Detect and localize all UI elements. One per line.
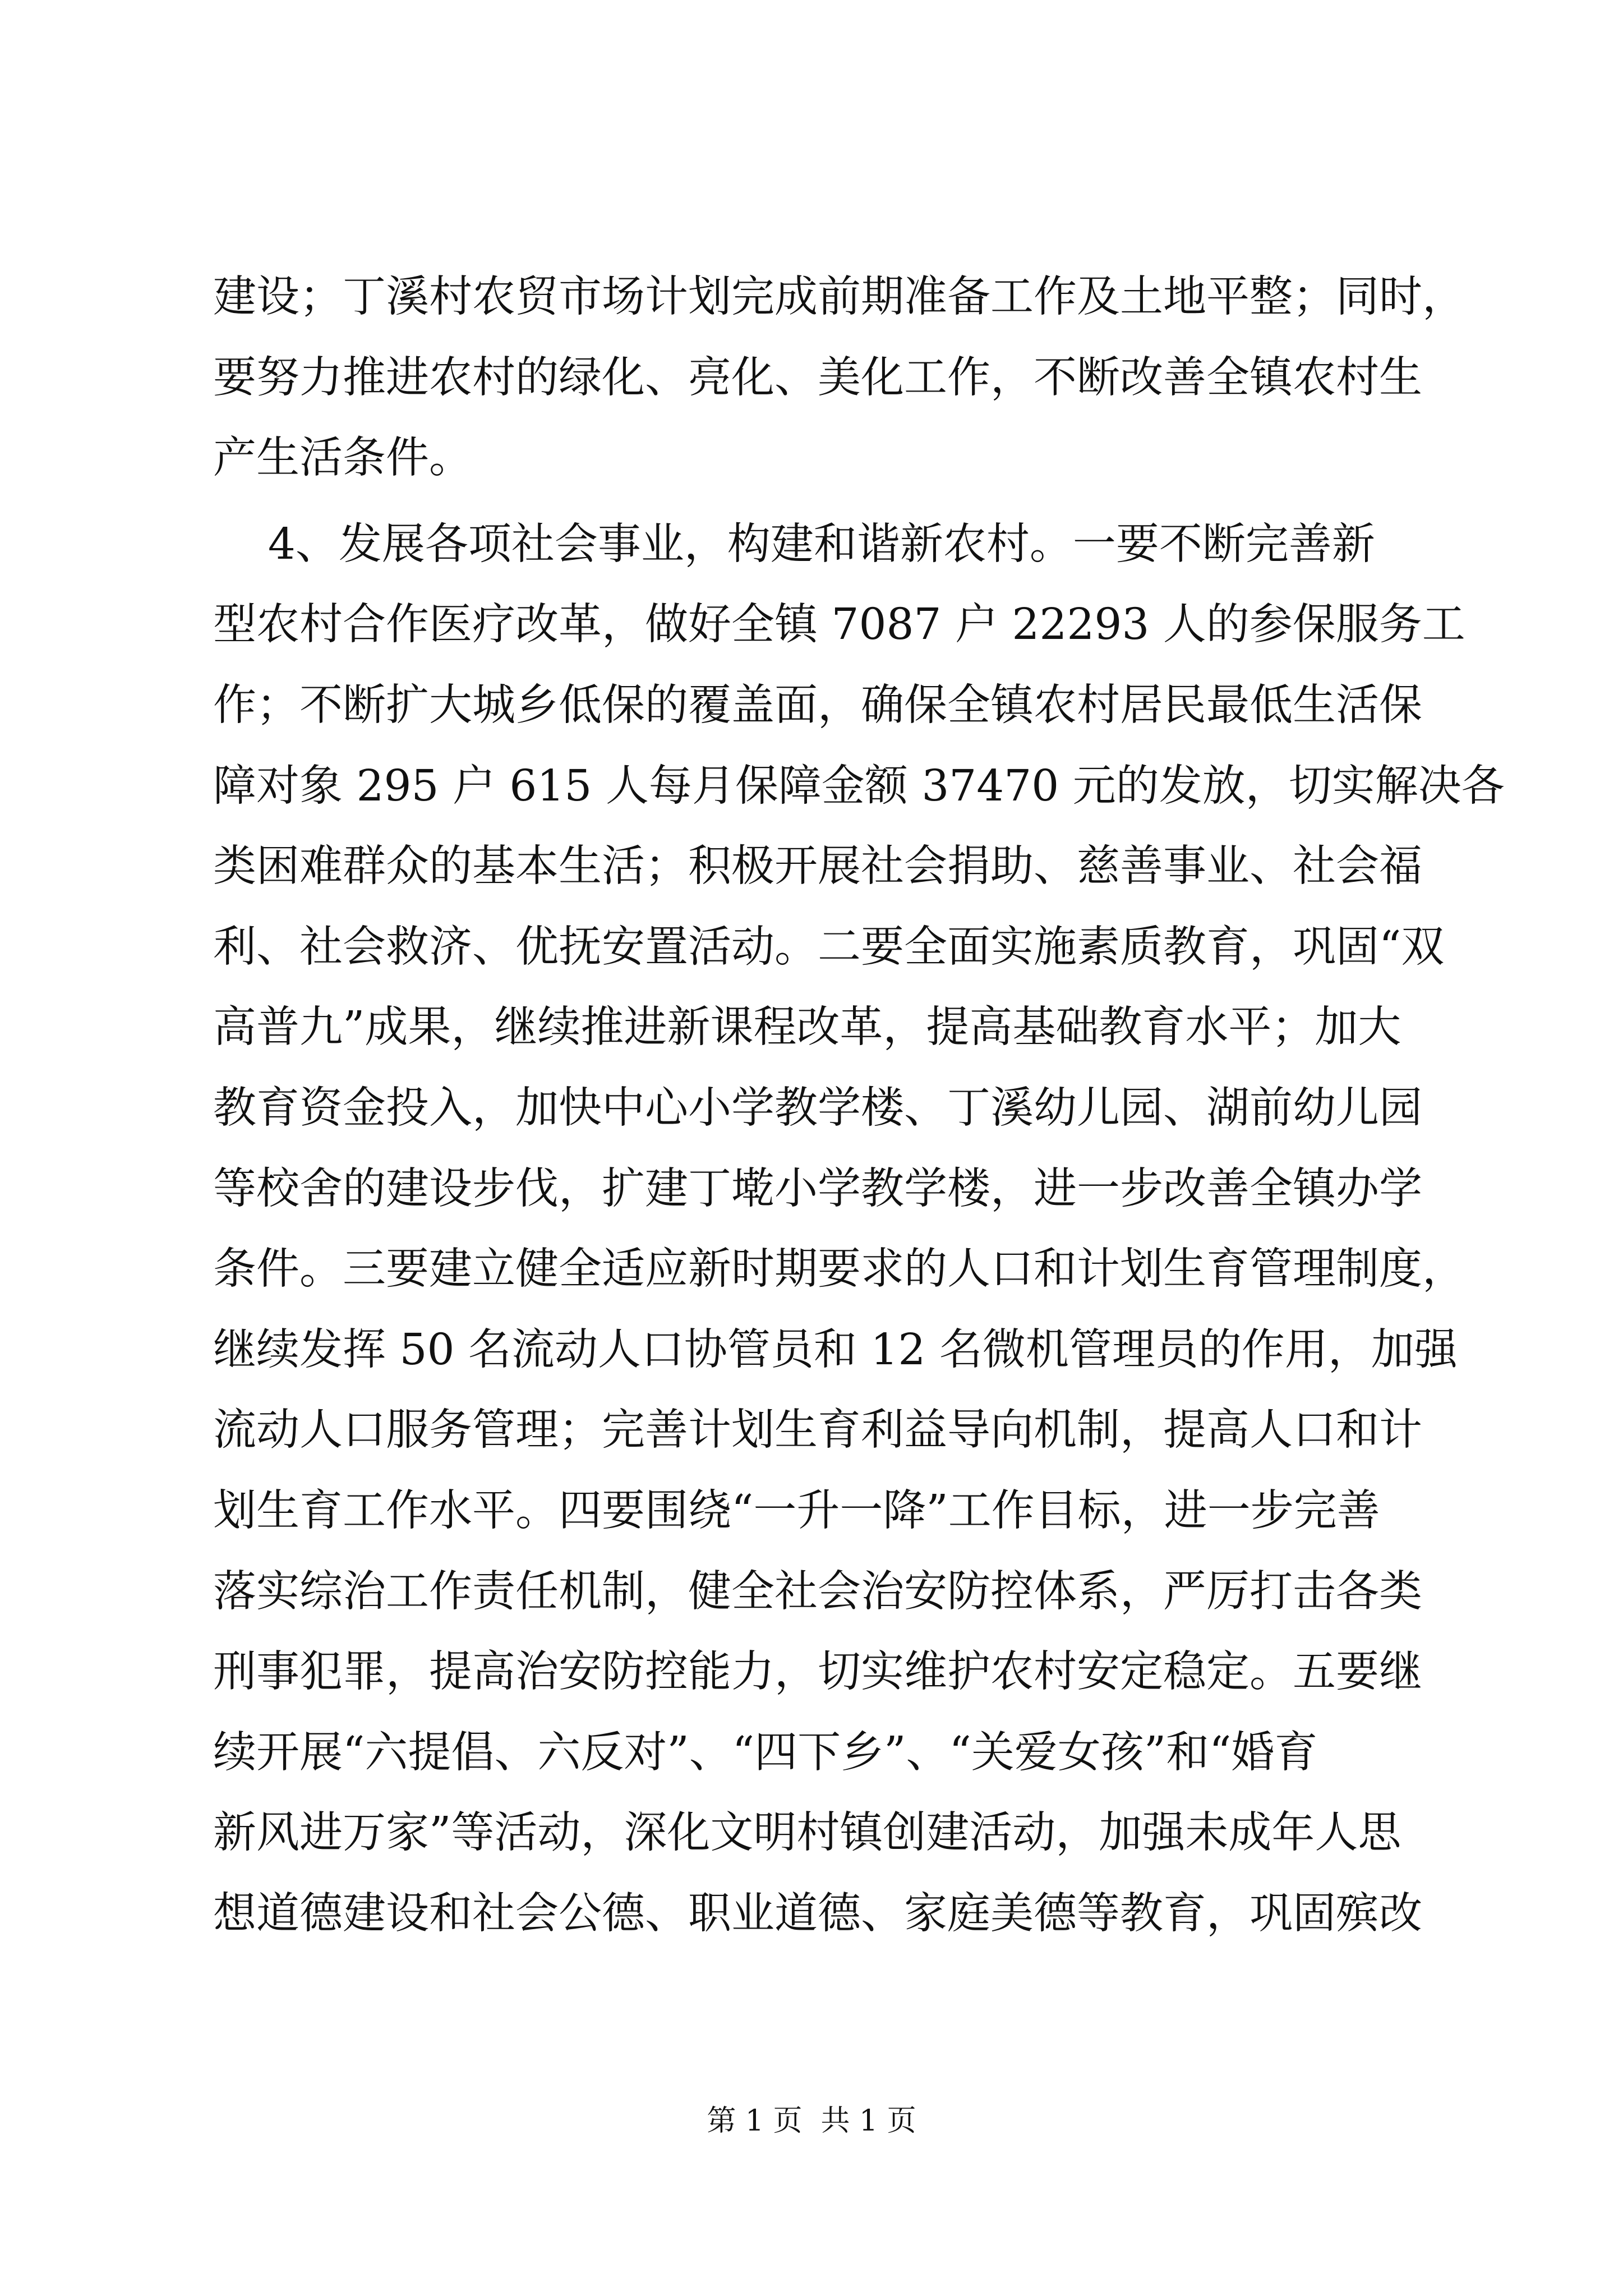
text-line: 产生活条件。 <box>213 433 472 484</box>
text-line: 想道德建设和社会公德、职业道德、家庭美德等教育，巩固殡改 <box>213 1888 1422 1939</box>
text-line: 继续发挥 50 名流动人口协管员和 12 名微机管理员的作用，加强 <box>213 1324 1458 1375</box>
text-line: 教育资金投入，加快中心小学教学楼、丁溪幼儿园、湖前幼儿园 <box>213 1083 1422 1133</box>
text-line: 新风进万家”等活动，深化文明村镇创建活动，加强未成年人思 <box>213 1808 1401 1858</box>
text-line: 续开展“六提倡、六反对”、“四下乡”、“关爱女孩”和“婚育 <box>213 1727 1318 1778</box>
text-line: 落实综治工作责任机制，健全社会治安防控体系，严厉打击各类 <box>213 1566 1422 1617</box>
text-line: 建设；丁溪村农贸市场计划完成前期准备工作及土地平整；同时， <box>213 272 1465 322</box>
text-line: 条件。三要建立健全适应新时期要求的人口和计划生育管理制度， <box>213 1244 1465 1295</box>
text-line: 4、发展各项社会事业，构建和谐新农村。一要不断完善新 <box>213 519 1375 569</box>
text-line: 流动人口服务管理；完善计划生育利益导向机制，提高人口和计 <box>213 1405 1422 1456</box>
text-line: 要努力推进农村的绿化、亮化、美化工作，不断改善全镇农村生 <box>213 352 1422 403</box>
paragraph-gap <box>213 499 1424 504</box>
body-text <box>213 257 1505 1954</box>
text-line: 划生育工作水平。四要围绕“一升一降”工作目标，进一步完善 <box>213 1485 1380 1536</box>
text-line: 等校舍的建设步伐，扩建丁墘小学教学楼，进一步改善全镇办学 <box>213 1163 1422 1214</box>
text-line: 利、社会救济、优抚安置活动。二要全面实施素质教育，巩固“双 <box>213 922 1445 972</box>
page-footer: 第 1 页 共 1 页 <box>707 2104 916 2138</box>
text-line: 型农村合作医疗改革，做好全镇 7087 户 22293 人的参保服务工 <box>213 600 1465 650</box>
text-line: 类困难群众的基本生活；积极开展社会捐助、慈善事业、社会福 <box>213 841 1422 892</box>
text-line: 刑事犯罪，提高治安防控能力，切实维护农村安定稳定。五要继 <box>213 1647 1422 1697</box>
text-line: 作；不断扩大城乡低保的覆盖面，确保全镇农村居民最低生活保 <box>213 680 1422 730</box>
text-line: 障对象 295 户 615 人每月保障金额 37470 元的发放，切实解决各 <box>213 761 1505 811</box>
text-line: 高普九”成果，继续推进新课程改革，提高基础教育水平；加大 <box>213 1002 1401 1053</box>
